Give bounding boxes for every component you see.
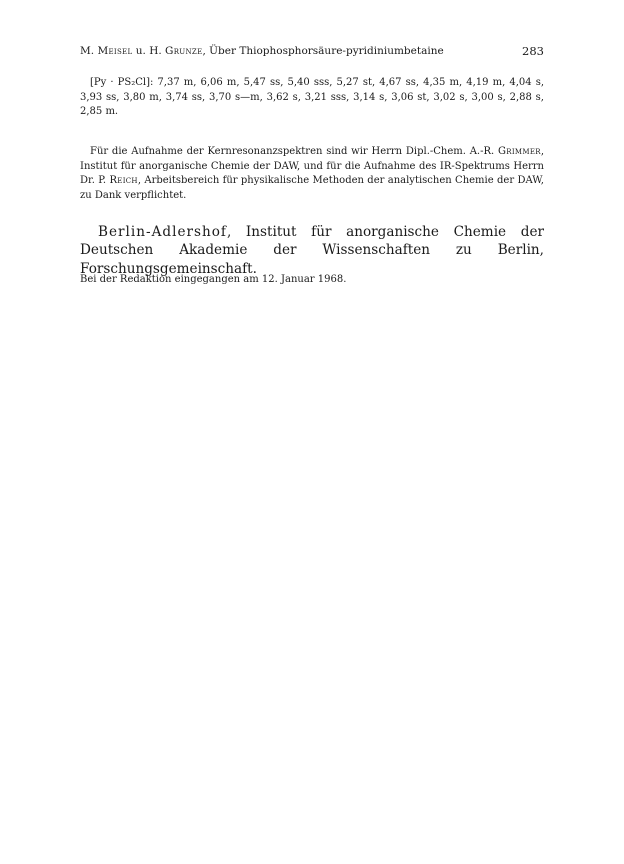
affiliation-text: , Institut für anorganische Chemie der Deutschen Akademie der Wissenschaften zu Berlin, Forschungsgemeinschaft.: [80, 223, 544, 277]
ack-text-2: , Institut für anorganische Chemie der DAW, und für die Aufnahme des IR-Spektrums Herrn Dr. P.: [80, 146, 544, 187]
ack-text-1: Für die Aufnahme der Kernresonanzspektren sind wir Herrn Dipl.-Chem. A.-R.: [90, 146, 498, 157]
acknowledgement-paragraph: [80, 145, 544, 203]
received-date-line: Bei der Redaktion eingegangen am 12. Januar 1968.: [80, 274, 347, 285]
ack-name-reich: Reich: [109, 175, 138, 187]
article-title: , Über Thiophosphorsäure-pyridiniumbetaine: [202, 45, 444, 57]
ack-name-grimmer: Grimmer: [497, 146, 541, 157]
author2-name: Grunze: [165, 45, 203, 57]
affiliation-paragraph: [80, 223, 544, 279]
running-head-authors-title: [80, 43, 444, 59]
author1-name: Meisel: [97, 45, 133, 57]
affiliation-place: Berlin-Adlershof: [98, 223, 227, 240]
running-head: [80, 43, 544, 59]
ack-text-3: , Arbeitsbereich für physikalische Methoden der analytischen Chemie der DAW, zu Dank verpflichtet.: [80, 175, 544, 201]
author1-initial: M.: [80, 45, 98, 57]
nmr-data-paragraph: [Py · PS₂Cl]: 7,37 m, 6,06 m, 5,47 ss, 5,40 sss, 5,27 st, 4,67 ss, 4,35 m, 4,19 m, 4,04 s, 3,93 ss, 3,80 m, 3,74 ss, 3,70 s—m, 3,62 s, 3,21 sss, 3,14 s, 3,06 st, 3,02 s, 3,00 s, 2,88 s, 2,85 m.: [80, 77, 544, 118]
page-number: 283: [522, 44, 544, 58]
author-conjunction: u. H.: [132, 45, 166, 57]
